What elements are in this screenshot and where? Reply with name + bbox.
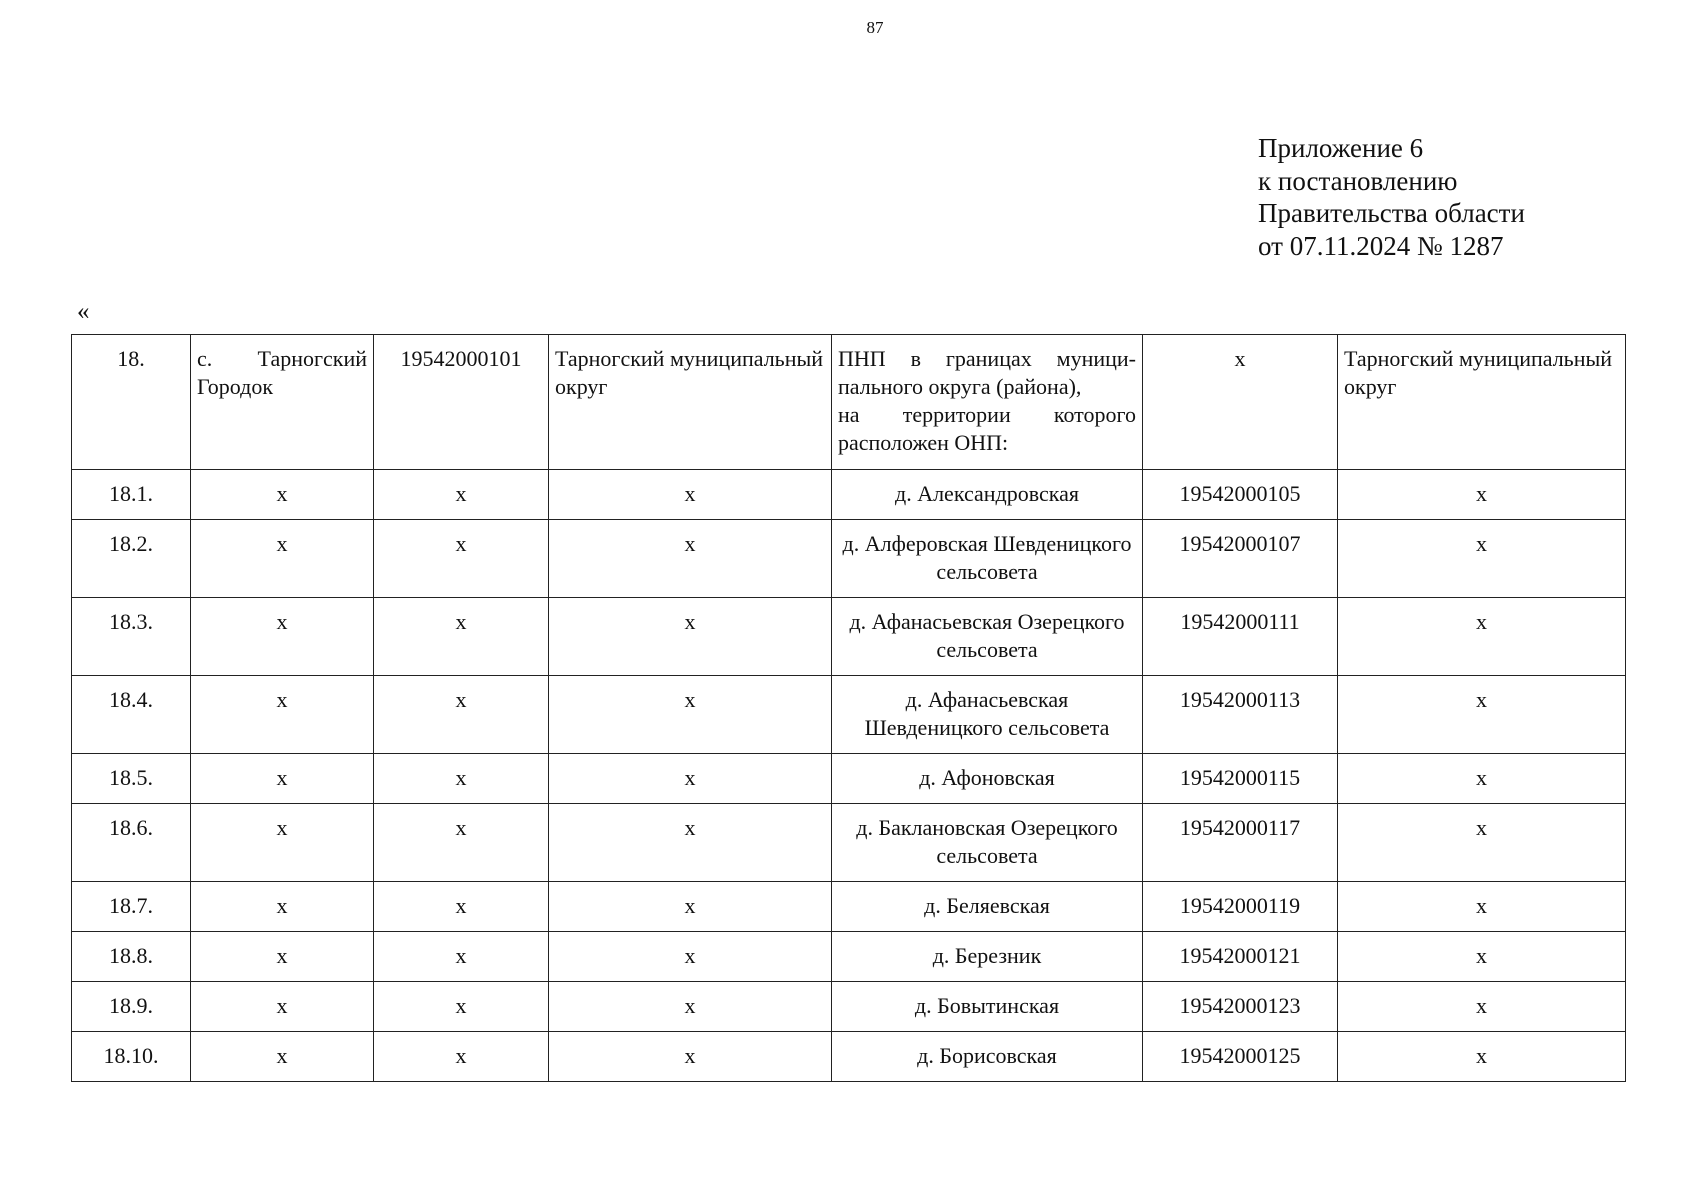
locality-name-cell: д. Афанасьевская Озерецкого сельсовета: [832, 598, 1143, 676]
appendix-line-3: Правительства области: [1258, 198, 1525, 228]
pnp-line-4: расположен ОНП:: [838, 430, 1009, 455]
x-mark-cell: х: [1338, 804, 1626, 882]
opening-quote-mark: «: [77, 298, 90, 325]
locality-code-cell: 19542000123: [1143, 982, 1338, 1032]
locality-name-cell: д. Бовытинская: [832, 982, 1143, 1032]
row-number-cell: 18.5.: [72, 754, 191, 804]
table-row: [72, 520, 1626, 598]
x-mark-cell: х: [1338, 754, 1626, 804]
x-mark-cell: х: [191, 1032, 374, 1082]
x-mark-cell: х: [549, 520, 832, 598]
x-mark-cell: х: [374, 676, 549, 754]
x-mark-cell: х: [1338, 882, 1626, 932]
x-mark-cell: х: [1338, 676, 1626, 754]
x-mark-cell: х: [374, 932, 549, 982]
settlement-prefix: с.: [197, 346, 213, 371]
row-number-cell: 18.9.: [72, 982, 191, 1032]
x-mark-cell: х: [549, 598, 832, 676]
page-number: 87: [866, 18, 884, 37]
locality-name-cell: д. Березник: [832, 932, 1143, 982]
x-mark-cell: х: [549, 982, 832, 1032]
settlement-name-cell: [191, 335, 374, 470]
table-row: [72, 754, 1626, 804]
x-mark-cell: х: [549, 804, 832, 882]
x-mark-cell: х: [374, 598, 549, 676]
x-mark-cell: х: [374, 754, 549, 804]
district-cell: Тарногский муниципальный округ: [1338, 335, 1626, 470]
table-row: [72, 676, 1626, 754]
x-mark-cell: х: [191, 982, 374, 1032]
appendix-line-1: Приложение 6: [1258, 133, 1424, 163]
locality-code-cell: 19542000111: [1143, 598, 1338, 676]
locality-name-cell: д. Баклановская Озерецкого сельсовета: [832, 804, 1143, 882]
locality-name-cell: д. Борисовская: [832, 1032, 1143, 1082]
row-number-cell: 18.10.: [72, 1032, 191, 1082]
x-mark-cell: х: [191, 520, 374, 598]
row-number-cell: 18.8.: [72, 932, 191, 982]
x-mark-cell: х: [374, 804, 549, 882]
x-mark-cell: х: [191, 754, 374, 804]
x-mark-cell: х: [374, 982, 549, 1032]
settlements-table: [71, 334, 1626, 1082]
row-number-cell: 18.3.: [72, 598, 191, 676]
settlement-name-tail: Городок: [197, 374, 274, 399]
settlement-name-main: Тарногский: [257, 346, 367, 371]
row-number-cell: 18.7.: [72, 882, 191, 932]
municipality-cell: Тарногский муниципальный округ: [549, 335, 832, 470]
locality-code-cell: 19542000115: [1143, 754, 1338, 804]
x-mark-cell: х: [1338, 598, 1626, 676]
row-number-cell: 18.: [72, 335, 191, 470]
x-mark-cell: х: [1338, 520, 1626, 598]
x-mark-cell: х: [549, 932, 832, 982]
pnp-line-3: на территории которого: [838, 402, 1136, 427]
table-row: [72, 804, 1626, 882]
x-mark-cell: х: [191, 804, 374, 882]
x-mark-cell: х: [374, 520, 549, 598]
locality-code-cell: 19542000117: [1143, 804, 1338, 882]
table-row: [72, 932, 1626, 982]
x-mark-cell: х: [549, 754, 832, 804]
appendix-line-4: от 07.11.2024 № 1287: [1258, 230, 1504, 261]
locality-code-cell: 19542000121: [1143, 932, 1338, 982]
locality-name-cell: д. Афоновская: [832, 754, 1143, 804]
row-number-cell: 18.6.: [72, 804, 191, 882]
row-number-cell: 18.4.: [72, 676, 191, 754]
table-row: [72, 882, 1626, 932]
settlement-code-cell: 19542000101: [374, 335, 549, 470]
x-mark-cell: х: [191, 598, 374, 676]
table-row: [72, 1032, 1626, 1082]
x-mark-cell: х: [191, 470, 374, 520]
x-mark-cell: х: [549, 470, 832, 520]
x-mark-cell: х: [374, 470, 549, 520]
x-mark-cell: х: [191, 932, 374, 982]
locality-name-cell: д. Афанасьевская Шевденицкого сельсовета: [832, 676, 1143, 754]
x-mark-cell: х: [1338, 1032, 1626, 1082]
pnp-line-1: ПНП в границах муници-: [838, 346, 1136, 371]
x-mark-cell: х: [1143, 335, 1338, 470]
locality-code-cell: 19542000119: [1143, 882, 1338, 932]
locality-name-cell: д. Беляевская: [832, 882, 1143, 932]
pnp-line-2: пального округа (района),: [838, 374, 1082, 399]
table-row: [72, 470, 1626, 520]
locality-name-cell: д. Алферовская Шевденицкого сельсовета: [832, 520, 1143, 598]
x-mark-cell: х: [191, 882, 374, 932]
row-number-cell: 18.2.: [72, 520, 191, 598]
appendix-block: [1258, 132, 1525, 262]
table-header-row: [72, 335, 1626, 470]
x-mark-cell: х: [549, 676, 832, 754]
table-row: [72, 982, 1626, 1032]
locality-code-cell: 19542000113: [1143, 676, 1338, 754]
x-mark-cell: х: [374, 1032, 549, 1082]
appendix-line-2: к постановлению: [1258, 165, 1458, 196]
x-mark-cell: х: [1338, 982, 1626, 1032]
x-mark-cell: х: [549, 1032, 832, 1082]
table-row: [72, 598, 1626, 676]
locality-code-cell: 19542000107: [1143, 520, 1338, 598]
pnp-description-cell: [832, 335, 1143, 470]
locality-code-cell: 19542000125: [1143, 1032, 1338, 1082]
locality-name-cell: д. Александровская: [832, 470, 1143, 520]
x-mark-cell: х: [191, 676, 374, 754]
x-mark-cell: х: [374, 882, 549, 932]
x-mark-cell: х: [549, 882, 832, 932]
x-mark-cell: х: [1338, 470, 1626, 520]
row-number-cell: 18.1.: [72, 470, 191, 520]
locality-code-cell: 19542000105: [1143, 470, 1338, 520]
x-mark-cell: х: [1338, 932, 1626, 982]
